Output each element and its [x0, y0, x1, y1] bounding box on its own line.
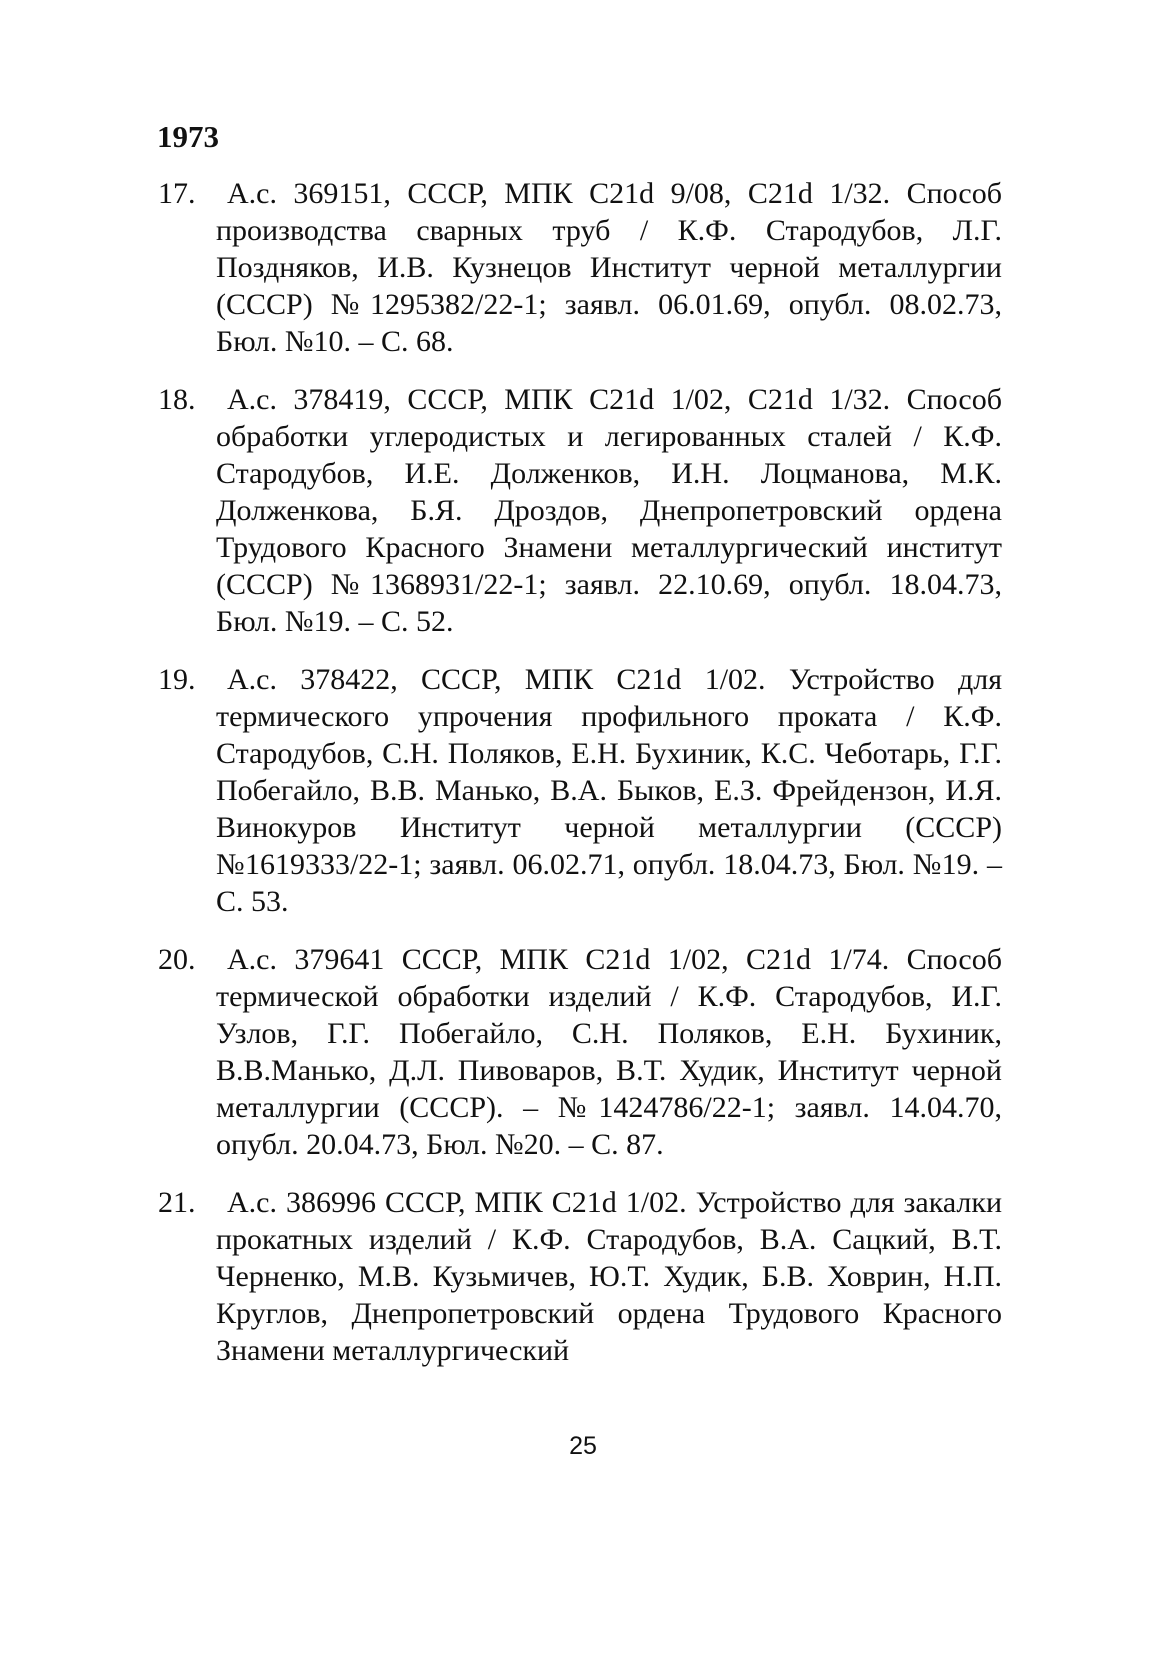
- year-heading: 1973: [157, 119, 219, 154]
- entry-number: 17.: [158, 177, 196, 210]
- page-number: 25: [569, 1432, 597, 1460]
- entry-text: А.с. 379641 СССР, МПК C21d 1/02, C21d 1/74. Способ термической обработки изделий / К.Ф. Стародубов, И.Г. Узлов, Г.Г. Побегайло, С.Н. Поляков, Е.Н. Бухиник, В.В.Манько, Д.Л. Пивоваров, В.Т. Худик, Институт черной металлургии (СССР). – №1424786/22-1; заявл. 14.04.70, опубл. 20.04.73, Бюл. №20. – С. 87.: [216, 943, 1002, 1161]
- bibliography-entry-21: [158, 1184, 1002, 1369]
- bibliography-entry-20: [158, 941, 1002, 1163]
- entry-number: 18.: [158, 383, 196, 416]
- bibliography-list: [0, 175, 1166, 1390]
- bibliography-entry-18: [158, 381, 1002, 640]
- bibliography-entry-19: [158, 661, 1002, 920]
- entry-text: А.с. 369151, СССР, МПК C21d 9/08, C21d 1/32. Способ производства сварных труб / К.Ф. Стародубов, Л.Г. Поздняков, И.В. Кузнецов Институт черной металлургии (СССР) №1295382/22-1; заявл. 06.01.69, опубл. 08.02.73, Бюл. №10. – С. 68.: [216, 177, 1002, 358]
- entry-text: А.с. 386996 СССР, МПК C21d 1/02. Устройство для закалки прокатных изделий / К.Ф. Стародубов, В.А. Сацкий, В.Т. Черненко, М.В. Кузьмичев, Ю.Т. Худик, Б.В. Ховрин, Н.П. Круглов, Днепропетровский ордена Трудового Красного Знамени металлургический: [216, 1186, 1002, 1367]
- entry-text: А.с. 378422, СССР, МПК C21d 1/02. Устройство для термического упрочения профильного проката / К.Ф. Стародубов, С.Н. Поляков, Е.Н. Бухиник, К.С. Чеботарь, Г.Г. Побегайло, В.В. Манько, В.А. Быков, Е.З. Фрейдензон, И.Я. Винокуров Институт черной металлургии (СССР) №1619333/22-1; заявл. 06.02.71, опубл. 18.04.73, Бюл. №19. – С. 53.: [216, 663, 1002, 918]
- entry-number: 21.: [158, 1186, 196, 1219]
- entry-text: А.с. 378419, СССР, МПК C21d 1/02, C21d 1/32. Способ обработки углеродистых и легированных сталей / К.Ф. Стародубов, И.Е. Долженков, И.Н. Лоцманова, М.К. Долженкова, Б.Я. Дроздов, Днепропетровский ордена Трудового Красного Знамени металлургический институт (СССР) №1368931/22-1; заявл. 22.10.69, опубл. 18.04.73, Бюл. №19. – С. 52.: [216, 383, 1002, 638]
- entry-number: 20.: [158, 943, 196, 976]
- bibliography-entry-17: [158, 175, 1002, 360]
- entry-number: 19.: [158, 663, 196, 696]
